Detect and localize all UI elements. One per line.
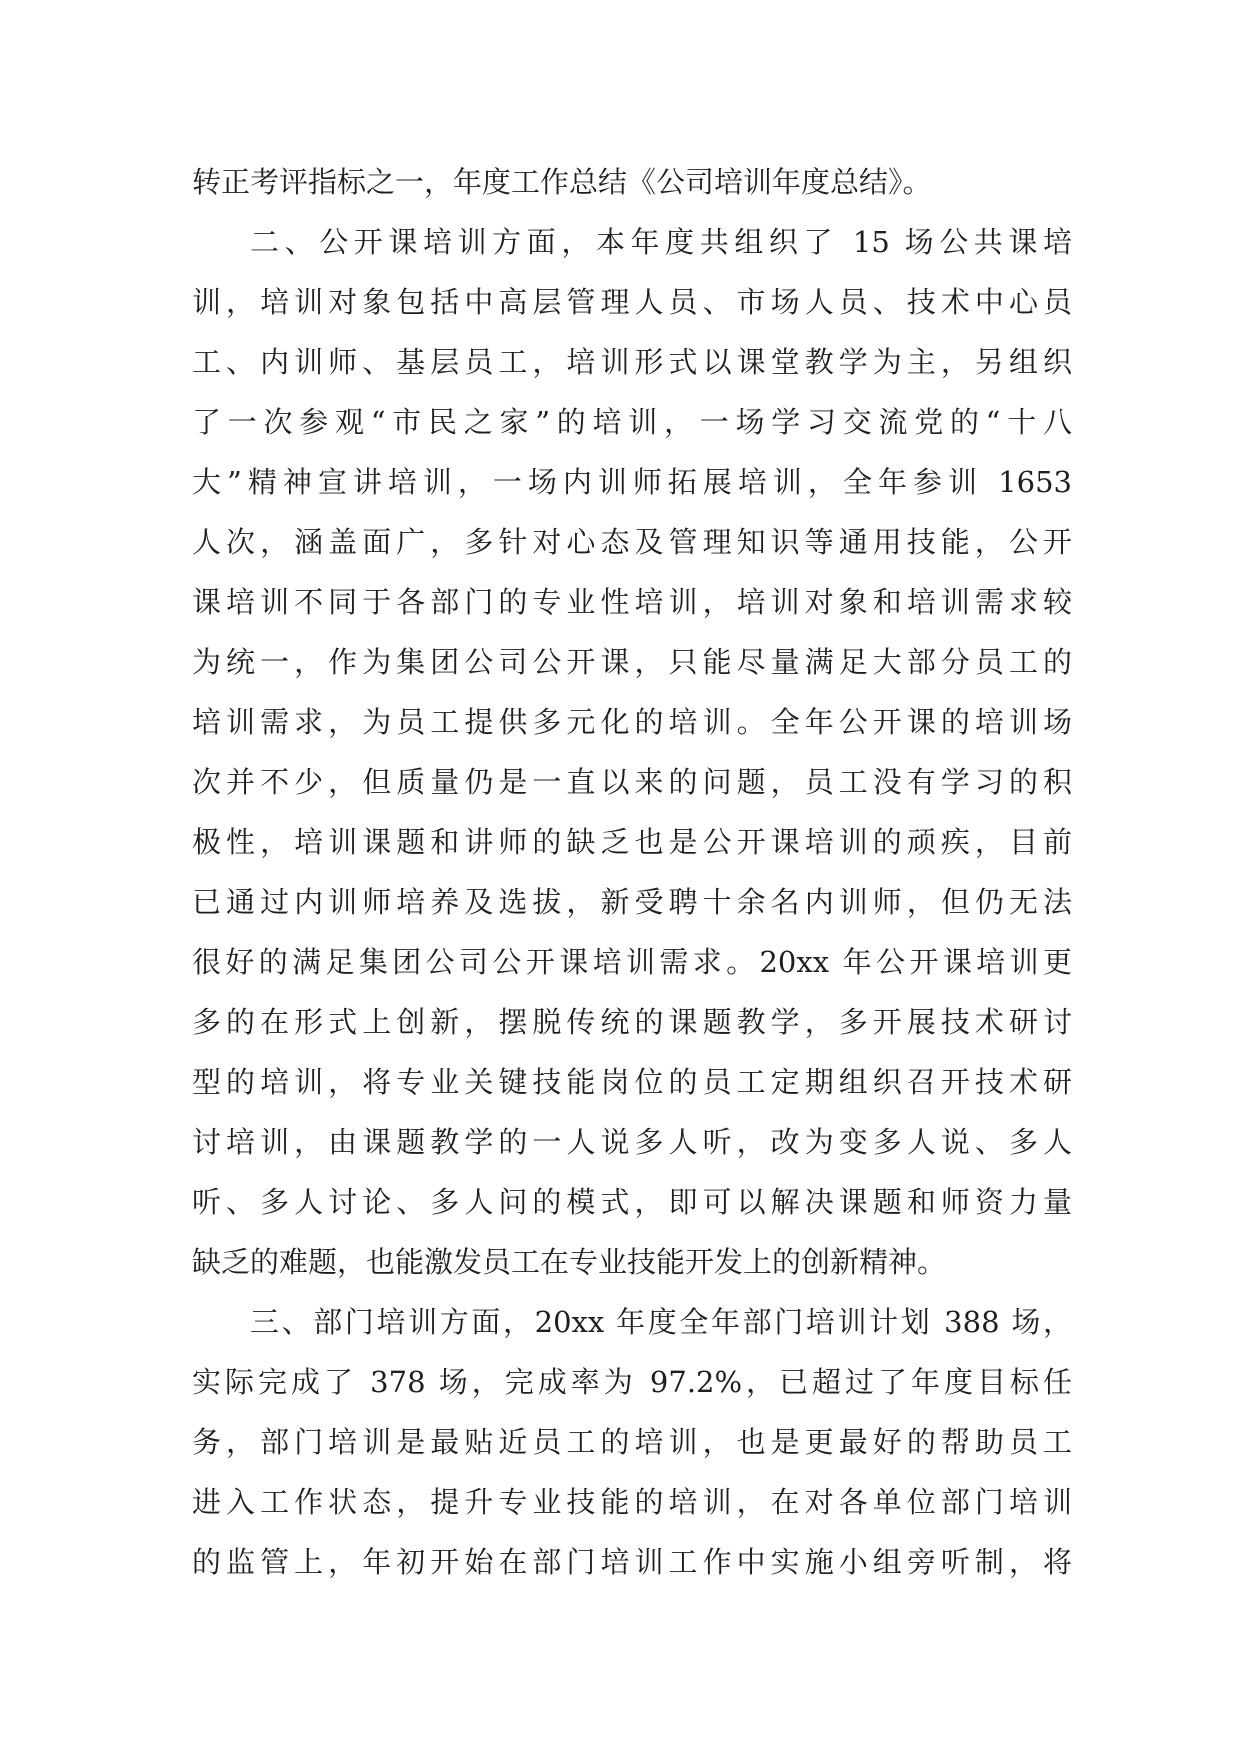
- text-line: 为统一，作为集团公司公开课，只能尽量满足大部分员工的: [192, 645, 1072, 679]
- text-line: 很好的满足集团公司公开课培训需求。20xx 年公开课培训更: [192, 945, 1072, 979]
- text-line: 工、内训师、基层员工，培训形式以课堂教学为主，另组织: [192, 345, 1072, 379]
- text-line: 的监管上，年初开始在部门培训工作中实施小组旁听制，将: [192, 1545, 1072, 1579]
- text-line: 培训需求，为员工提供多元化的培训。全年公开课的培训场: [192, 705, 1072, 739]
- text-line: 训，培训对象包括中高层管理人员、市场人员、技术中心员: [192, 285, 1072, 319]
- text-line: 讨培训，由课题教学的一人说多人听，改为变多人说、多人: [192, 1125, 1072, 1159]
- text-line: 进入工作状态，提升专业技能的培训，在对各单位部门培训: [192, 1485, 1072, 1519]
- text-line: 多的在形式上创新，摆脱传统的课题教学，多开展技术研讨: [192, 1005, 1072, 1039]
- text-line: 三、部门培训方面，20xx 年度全年部门培训计划 388 场，: [250, 1305, 1072, 1339]
- text-line: 缺乏的难题，也能激发员工在专业技能开发上的创新精神。: [192, 1245, 947, 1279]
- text-line: 二、公开课培训方面，本年度共组织了 15 场公共课培: [250, 225, 1072, 259]
- text-line: 课培训不同于各部门的专业性培训，培训对象和培训需求较: [192, 585, 1072, 619]
- text-line: 实际完成了 378 场，完成率为 97.2%，已超过了年度目标任: [192, 1365, 1072, 1399]
- text-line: 人次，涵盖面广，多针对心态及管理知识等通用技能，公开: [192, 525, 1072, 559]
- document-body: [192, 152, 1072, 1592]
- text-line: 已通过内训师培养及选拔，新受聘十余名内训师，但仍无法: [192, 885, 1072, 919]
- text-line: 极性，培训课题和讲师的缺乏也是公开课培训的顽疾，目前: [192, 825, 1072, 859]
- text-line: 型的培训，将专业关键技能岗位的员工定期组织召开技术研: [192, 1065, 1072, 1099]
- text-line: 次并不少，但质量仍是一直以来的问题，员工没有学习的积: [192, 765, 1072, 799]
- text-line: 了一次参观“市民之家”的培训，一场学习交流党的“十八: [192, 405, 1072, 439]
- text-line: 务，部门培训是最贴近员工的培训，也是更最好的帮助员工: [192, 1425, 1072, 1459]
- text-line: 大”精神宣讲培训，一场内训师拓展培训，全年参训 1653: [192, 465, 1072, 499]
- text-line: 转正考评指标之一，年度工作总结《公司培训年度总结》。: [192, 165, 932, 199]
- text-line: 听、多人讨论、多人问的模式，即可以解决课题和师资力量: [192, 1185, 1072, 1219]
